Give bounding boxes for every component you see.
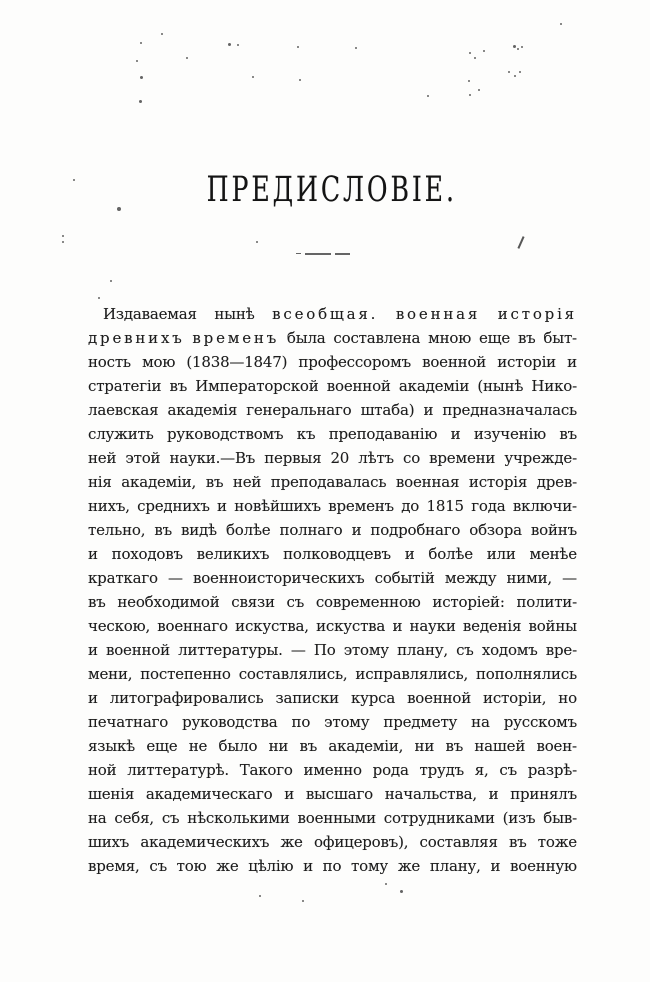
text-line: [88, 398, 577, 422]
scan-speck: [469, 94, 471, 96]
word: —: [290, 641, 306, 659]
scan-speck: [117, 207, 121, 211]
word: принялъ: [510, 785, 577, 803]
word: воен-: [536, 737, 577, 755]
preface-body-text: [88, 302, 577, 878]
scan-speck: [252, 76, 254, 78]
word: составляя: [419, 833, 498, 851]
text-line: [88, 614, 577, 638]
scan-speck: [259, 895, 261, 897]
word: лѣтъ: [358, 449, 394, 467]
scan-speck: [139, 100, 142, 103]
word: военной: [407, 689, 472, 707]
word: академія: [167, 401, 238, 419]
word: военной: [326, 377, 391, 395]
scan-speck: [560, 23, 562, 25]
text-line: [88, 806, 577, 830]
word: этой: [125, 449, 161, 467]
word: среднихъ: [137, 497, 210, 515]
word: начальства,: [384, 785, 477, 803]
word: же: [280, 833, 303, 851]
word: нынѣ: [214, 305, 255, 323]
word: шихъ: [88, 833, 130, 851]
word: съ: [456, 641, 474, 659]
text-line: [88, 518, 577, 542]
word: еще: [478, 329, 511, 347]
scan-speck: [355, 47, 357, 49]
scan-speck: [400, 890, 403, 893]
word: походовъ: [111, 545, 183, 563]
word: сотрудниками: [383, 809, 495, 827]
word: полководцевъ: [283, 545, 391, 563]
word: къ: [296, 425, 316, 443]
word: русскомъ: [503, 713, 577, 731]
word: нихъ,: [88, 497, 130, 515]
word: и: [450, 425, 461, 443]
scan-speck: [297, 46, 299, 48]
word: войны: [528, 617, 577, 635]
word: искуства: [316, 617, 386, 635]
text-line: [88, 350, 577, 374]
scan-speck: [237, 44, 239, 46]
word: менѣе: [529, 545, 577, 563]
word: лаевская: [88, 401, 159, 419]
word: этому: [343, 641, 389, 659]
word: и: [423, 401, 434, 419]
word: литографировались: [109, 689, 264, 707]
word: плану,: [429, 857, 481, 875]
text-line: [88, 782, 577, 806]
word: тельно,: [88, 521, 146, 539]
word: высшаго: [305, 785, 373, 803]
word: ни: [414, 737, 435, 755]
word: въ: [154, 521, 172, 539]
word: печатнаго: [88, 713, 169, 731]
word: этому: [324, 713, 370, 731]
word: литтературѣ.: [127, 761, 229, 779]
word: разрѣ-: [527, 761, 577, 779]
word: веденія: [462, 617, 522, 635]
word: краткаго: [88, 569, 158, 587]
word: Такого: [239, 761, 293, 779]
word: въ: [508, 833, 527, 851]
text-line: [88, 494, 577, 518]
page-title: [14, 170, 650, 210]
word: рода: [372, 761, 409, 779]
word: преподавалась: [270, 473, 387, 491]
word: исторіей:: [432, 593, 505, 611]
word: искуства,: [235, 617, 309, 635]
word: въ: [445, 737, 464, 755]
scan-artifact-stroke: [517, 236, 524, 249]
word: быв-: [543, 809, 577, 827]
word: и: [284, 785, 295, 803]
word: военная: [395, 473, 460, 491]
word: или: [486, 545, 516, 563]
word: и: [88, 689, 98, 707]
word: Издаваемая: [103, 305, 197, 323]
word: болѣе: [428, 545, 473, 563]
word: ней: [88, 449, 117, 467]
text-line: [88, 326, 577, 350]
word: По: [313, 641, 336, 659]
text-line: [88, 446, 577, 470]
scan-speck: [98, 297, 100, 299]
word: составлялись,: [238, 665, 348, 683]
word: военной: [105, 641, 170, 659]
word: нѣсколькими: [187, 809, 290, 827]
word: связи: [231, 593, 275, 611]
text-line: [88, 710, 577, 734]
text-line: [88, 470, 577, 494]
word: вре-: [545, 641, 577, 659]
word: —: [562, 569, 577, 587]
scan-speck: [110, 280, 112, 282]
word: языкѣ: [88, 737, 136, 755]
word: литтературы.: [178, 641, 283, 659]
word: было: [218, 737, 258, 755]
scan-speck: [140, 42, 142, 44]
word: генеральнаго: [246, 401, 352, 419]
word: нашей: [474, 737, 526, 755]
scan-speck: [228, 43, 231, 46]
divider-segment: [305, 253, 331, 255]
word: и: [217, 497, 227, 515]
word: включи-: [512, 497, 577, 515]
word: новѣйшихъ: [234, 497, 321, 515]
word: Императорской: [195, 377, 319, 395]
word: военную: [510, 857, 577, 875]
word: учрежде-: [504, 449, 577, 467]
scan-speck: [140, 76, 143, 79]
word: ней: [232, 473, 262, 491]
word: Нико-: [531, 377, 577, 395]
word: военной: [422, 353, 487, 371]
scan-speck: [62, 241, 64, 243]
scan-speck: [299, 79, 301, 81]
word: необходимой: [117, 593, 220, 611]
scan-speck: [73, 179, 75, 181]
word: тому: [351, 857, 389, 875]
word: академическихъ: [140, 833, 270, 851]
word: время,: [88, 857, 140, 875]
word: быт-: [543, 329, 577, 347]
word: изученію: [473, 425, 546, 443]
text-line: [88, 542, 577, 566]
word: (1838—1847): [186, 353, 288, 371]
text-line: [88, 374, 577, 398]
word: съ: [149, 857, 167, 875]
word: тоже: [537, 833, 577, 851]
word: академіи: [398, 377, 470, 395]
word: временъ: [328, 497, 394, 515]
word: еще: [146, 737, 178, 755]
page-title-text: ПРЕДИСЛОВІЕ.: [206, 170, 458, 210]
word: академіи,: [328, 737, 404, 755]
word: преподаванію: [328, 425, 438, 443]
word: именно: [303, 761, 362, 779]
word: пополнялись: [476, 665, 577, 683]
scan-speck: [302, 900, 304, 902]
word: въ: [169, 377, 188, 395]
word: ческою,: [88, 617, 151, 635]
word: и: [404, 545, 415, 563]
word: тою: [176, 857, 207, 875]
scan-speck: [508, 71, 510, 73]
word: предмету: [383, 713, 458, 731]
scan-speck: [521, 46, 523, 48]
word: я,: [474, 761, 489, 779]
word: профессоромъ: [298, 353, 411, 371]
scan-speck: [427, 95, 429, 97]
text-line: [88, 566, 577, 590]
scan-speck: [62, 235, 64, 237]
word: науки.—Въ: [169, 449, 256, 467]
word: съ: [161, 809, 180, 827]
word: событій: [374, 569, 435, 587]
word: военными: [297, 809, 376, 827]
word: не: [188, 737, 208, 755]
word: (изъ: [502, 809, 536, 827]
word: штаба): [360, 401, 415, 419]
word: ность: [88, 353, 131, 371]
word: ной: [88, 761, 117, 779]
word: въ: [88, 593, 106, 611]
word: и: [392, 617, 403, 635]
word: ходомъ: [481, 641, 538, 659]
word: руководствомъ: [167, 425, 284, 443]
word: полнаго: [279, 521, 343, 539]
word: и: [88, 545, 98, 563]
scan-speck: [385, 883, 387, 885]
emphasized-word: военная: [395, 305, 481, 323]
word: офицеровъ),: [313, 833, 409, 851]
scan-speck: [186, 57, 188, 59]
word: шенія: [88, 785, 135, 803]
word: первыя: [264, 449, 322, 467]
word: по: [322, 857, 342, 875]
scan-speck: [514, 75, 516, 77]
word: науки: [409, 617, 456, 635]
word: постепенно: [140, 665, 231, 683]
divider-segment: [335, 253, 350, 255]
word: ними,: [506, 569, 552, 587]
word: записки: [275, 689, 339, 707]
emphasized-word: временъ: [192, 329, 280, 347]
scan-speck: [474, 57, 476, 59]
word: трудъ: [419, 761, 464, 779]
word: академіи,: [121, 473, 197, 491]
scan-speck: [136, 60, 138, 62]
word: же: [397, 857, 421, 875]
scan-speck: [517, 48, 519, 50]
word: исправлялись,: [355, 665, 469, 683]
word: и: [490, 857, 501, 875]
scan-speck: [513, 45, 516, 48]
word: до: [401, 497, 420, 515]
word: болѣе: [225, 521, 271, 539]
scan-speck: [483, 50, 485, 52]
word: между: [444, 569, 497, 587]
emphasized-word: всеобщая.: [272, 305, 379, 323]
text-line: [88, 662, 577, 686]
word: великихъ: [196, 545, 270, 563]
divider-segment: [296, 253, 301, 255]
text-line: [88, 638, 577, 662]
word: же: [216, 857, 239, 875]
word: и: [303, 857, 313, 875]
word: въ: [559, 425, 577, 443]
emphasized-word: исторія: [497, 305, 577, 323]
word: военноисторическихъ: [192, 569, 365, 587]
word: академическаго: [145, 785, 273, 803]
word: исторіи: [497, 353, 556, 371]
word: 20: [330, 449, 350, 467]
word: полити-: [516, 593, 577, 611]
word: предназначалась: [442, 401, 577, 419]
word: года: [471, 497, 506, 515]
word: (нынѣ: [477, 377, 524, 395]
word: служить: [88, 425, 154, 443]
scan-speck: [519, 71, 521, 73]
word: нія: [88, 473, 112, 491]
scan-speck: [478, 89, 480, 91]
text-line: [88, 686, 577, 710]
word: въ: [299, 737, 318, 755]
word: себя,: [114, 809, 154, 827]
word: стратегіи: [88, 377, 162, 395]
text-line: [88, 734, 577, 758]
word: современною: [315, 593, 421, 611]
word: военнаго: [157, 617, 228, 635]
word: съ: [286, 593, 305, 611]
word: со: [403, 449, 421, 467]
word: курса: [350, 689, 396, 707]
word: плану,: [397, 641, 448, 659]
word: обзора: [469, 521, 522, 539]
text-line: [88, 854, 577, 878]
word: цѣлію: [248, 857, 294, 875]
word: видѣ: [180, 521, 217, 539]
word: и: [351, 521, 362, 539]
word: съ: [499, 761, 517, 779]
word: —: [168, 569, 183, 587]
word: по: [291, 713, 311, 731]
scan-speck: [469, 52, 471, 54]
text-line: [88, 302, 577, 326]
text-line: [88, 422, 577, 446]
word: 1815: [426, 497, 464, 515]
word: и: [567, 353, 577, 371]
scan-speck: [468, 80, 470, 82]
word: мною: [428, 329, 472, 347]
word: подробнаго: [370, 521, 461, 539]
word: исторіи,: [483, 689, 547, 707]
word: и: [88, 641, 98, 659]
word: мени,: [88, 665, 133, 683]
word: исторія: [468, 473, 528, 491]
word: на: [471, 713, 490, 731]
word: и: [488, 785, 499, 803]
word: времени: [429, 449, 496, 467]
word: въ: [205, 473, 224, 491]
text-line: [88, 758, 577, 782]
word: мою: [142, 353, 176, 371]
word: составлена: [333, 329, 421, 347]
emphasized-word: древнихъ: [88, 329, 185, 347]
text-line: [88, 590, 577, 614]
word: на: [88, 809, 107, 827]
word: войнъ: [530, 521, 577, 539]
word: руководства: [182, 713, 278, 731]
word: древ-: [536, 473, 577, 491]
word: въ: [517, 329, 536, 347]
scan-speck: [161, 33, 163, 35]
word: но: [558, 689, 577, 707]
word: ни: [268, 737, 289, 755]
text-line: [88, 830, 577, 854]
word: была: [286, 329, 326, 347]
title-divider-rule: [296, 252, 350, 255]
scan-speck: [256, 241, 258, 243]
